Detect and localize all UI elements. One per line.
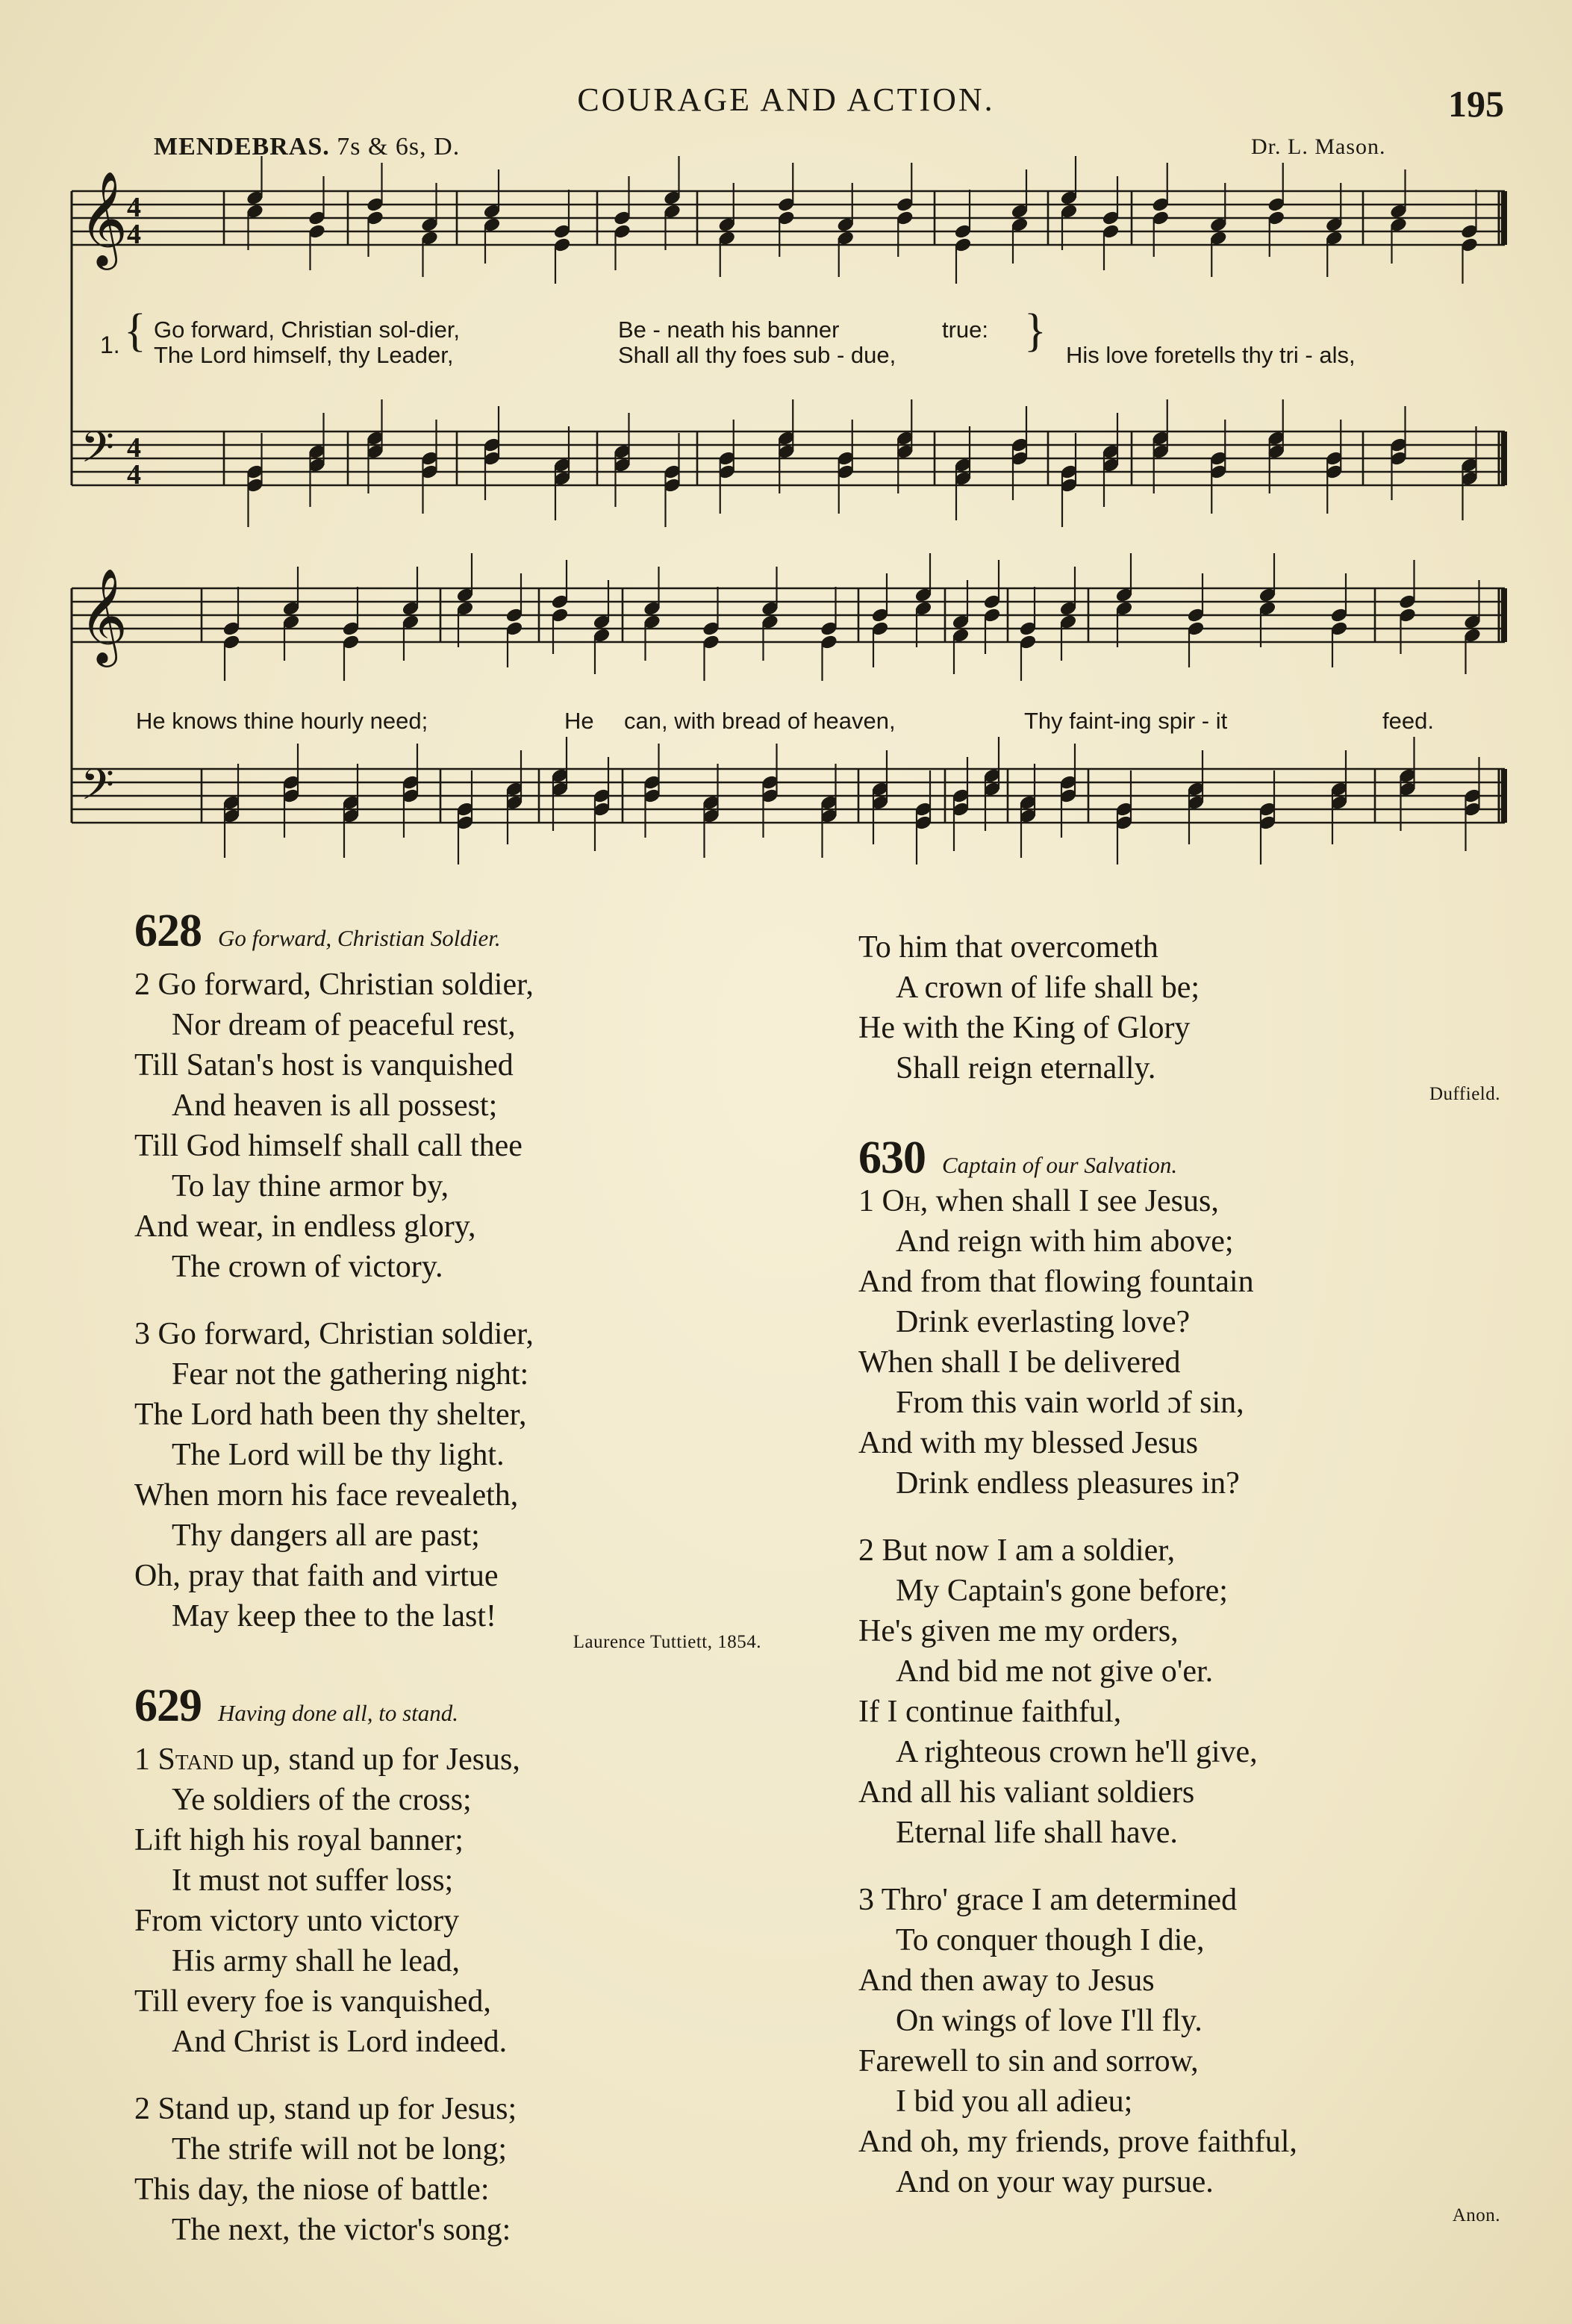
lyric-s1-l2-b: Shall all thy foes sub - due,: [618, 342, 896, 368]
verse-line: [134, 1739, 776, 1780]
hymn-628: [134, 905, 776, 1653]
verse-line: The Lord will be thy light.: [172, 1438, 505, 1472]
lyric-s2-a: He knows thine hourly need;: [136, 708, 428, 734]
verse-line: On wings of love I'll fly.: [896, 2004, 1203, 2038]
verse-line: The crown of victory.: [172, 1250, 443, 1284]
lyric-s2-b: He: [564, 708, 594, 734]
hymn-title: Go forward, Christian Soldier.: [218, 925, 501, 951]
hymn-629: [134, 1680, 776, 2250]
verse-line: It must not suffer loss;: [172, 1863, 454, 1898]
time-signature: 4: [127, 432, 141, 464]
hymn-630: [858, 1132, 1500, 2226]
stanza-first-word: Oh: [882, 1184, 920, 1218]
verse-line: Lift high his royal banner;: [134, 1823, 464, 1857]
verse-line: If I continue faithful,: [858, 1695, 1122, 1729]
verse-line: Drink everlasting love?: [896, 1305, 1191, 1339]
verse-line: 2 Go forward, Christian soldier,: [134, 968, 534, 1002]
verse-line: When morn his face revealeth,: [134, 1478, 519, 1513]
bass-clef: 𝄢: [81, 422, 115, 483]
treble-clef: 𝄞: [79, 567, 128, 663]
bass-clef: 𝄢: [81, 759, 115, 820]
tune-title: MENDEBRAS.: [154, 133, 330, 161]
music-score: [0, 0, 1572, 881]
verse-line: Till every foe is vanquished,: [134, 1984, 491, 2019]
stanza-first-rest: , when shall I see Jesus,: [920, 1184, 1219, 1218]
hymn-heading: [858, 1132, 1500, 1181]
running-head: COURAGE AND ACTION.: [577, 81, 995, 118]
verse-line: My Captain's gone before;: [896, 1574, 1228, 1608]
stanza: [134, 1314, 776, 1636]
verse-line: Eternal life shall have.: [896, 1816, 1178, 1850]
stanza: [858, 1181, 1500, 1504]
lyric-brace-left: {: [124, 305, 146, 356]
stanza: [134, 1739, 776, 2062]
verse-line: His army shall he lead,: [172, 1944, 461, 1978]
time-signature: 4: [127, 219, 141, 250]
left-column: [134, 905, 776, 2277]
hymn-number: 628: [134, 906, 202, 956]
verse-line: A crown of life shall be;: [896, 971, 1200, 1005]
verse-line: From this vain world ɔf sin,: [896, 1386, 1244, 1420]
composer: Dr. L. Mason.: [1251, 134, 1386, 159]
hymn-number: 630: [858, 1133, 926, 1183]
stanza-first-rest: up, stand up for Jesus,: [234, 1742, 520, 1777]
stanza-number: 1: [858, 1184, 874, 1218]
verse-line: The Lord hath been thy shelter,: [134, 1398, 527, 1432]
verse-line: Nor dream of peaceful rest,: [172, 1008, 516, 1042]
verse-line: And from that flowing fountain: [858, 1265, 1254, 1299]
verse-line: And bid me not give o'er.: [896, 1654, 1214, 1689]
verse-line: Till God himself shall call thee: [134, 1129, 523, 1163]
verse-line: 2 But now I am a soldier,: [858, 1533, 1176, 1568]
verse-line: And all his valiant soldiers: [858, 1775, 1195, 1810]
verse-line: And wear, in endless glory,: [134, 1209, 476, 1244]
verse-line: To him that overcometh: [858, 930, 1158, 965]
stanza: [858, 927, 1500, 1088]
verse-line: He's given me my orders,: [858, 1614, 1179, 1648]
hymn-title: Having done all, to stand.: [218, 1700, 459, 1726]
hymn-author: Duffield.: [1429, 1084, 1500, 1104]
right-column: [858, 927, 1500, 2253]
lyric-s1-l1-b: Be - neath his banner: [618, 317, 840, 343]
hymn-heading: [134, 905, 776, 965]
verse-line: 2 Stand up, stand up for Jesus;: [134, 2092, 517, 2126]
verse-line: Fear not the gathering night:: [172, 1357, 529, 1392]
hymn-author: Laurence Tuttiett, 1854.: [573, 1632, 761, 1652]
lyric-s2-c: can, with bread of heaven,: [624, 708, 896, 734]
verse-line: Drink endless pleasures in?: [896, 1466, 1240, 1501]
verse-line: And Christ is Lord indeed.: [172, 2025, 508, 2059]
verse-line: Till Satan's host is vanquished: [134, 1048, 514, 1082]
stanza: [858, 1530, 1500, 1853]
verse-line: [858, 1181, 1500, 1221]
hymn-author: Anon.: [1452, 2205, 1500, 2225]
verse-line: When shall I be delivered: [858, 1345, 1181, 1380]
verse-line: A righteous crown he'll give,: [896, 1735, 1258, 1769]
verse-line: And with my blessed Jesus: [858, 1426, 1198, 1460]
hymn-heading: [134, 1680, 776, 1739]
verse-line: 3 Thro' grace I am determined: [858, 1883, 1238, 1917]
treble-clef: 𝄞: [79, 170, 128, 266]
verse-line: From victory unto victory: [134, 1904, 460, 1938]
verse-line: Farewell to sin and sorrow,: [858, 2044, 1199, 2078]
lyric-s2-d: Thy faint-ing spir - it: [1024, 708, 1228, 734]
lyric-brace-right: }: [1024, 305, 1047, 356]
time-signature: 4: [127, 192, 141, 223]
verse-line: May keep thee to the last!: [172, 1599, 497, 1633]
verse-number: 1.: [100, 331, 120, 358]
verse-line: And then away to Jesus: [858, 1963, 1155, 1998]
lyric-s1-l2-a: The Lord himself, thy Leader,: [154, 342, 454, 368]
verse-line: To lay thine armor by,: [172, 1169, 449, 1203]
lyric-s1-l1-a: Go forward, Christian sol-dier,: [154, 317, 461, 343]
verse-line: And on your way pursue.: [896, 2165, 1214, 2199]
time-signature: 4: [127, 459, 141, 490]
verse-line: I bid you all adieu;: [896, 2084, 1133, 2119]
stanza: [858, 1880, 1500, 2202]
lyric-s1-l2-c: His love foretells thy tri - als,: [1066, 342, 1356, 368]
lyric-s1-l1-c: true:: [942, 317, 989, 343]
verse-line: Shall reign eternally.: [896, 1051, 1156, 1085]
stanza: [134, 2089, 776, 2250]
stanza-number: 1: [134, 1742, 150, 1777]
stanza-first-word: Stand: [157, 1742, 234, 1777]
tune-meter: 7s & 6s, D.: [337, 133, 461, 161]
verse-line: Ye soldiers of the cross;: [172, 1783, 472, 1817]
stanza: [134, 965, 776, 1287]
verse-line: He with the King of Glory: [858, 1011, 1191, 1045]
verse-line: This day, the niose of battle:: [134, 2172, 490, 2207]
lyric-s2-e: feed.: [1382, 708, 1434, 734]
verse-line: The strife will not be long;: [172, 2132, 508, 2166]
page-number: 195: [1448, 83, 1504, 125]
verse-line: The next, the victor's song:: [172, 2213, 511, 2247]
verse-line: 3 Go forward, Christian soldier,: [134, 1317, 534, 1351]
hymn-title: Captain of our Salvation.: [942, 1152, 1178, 1178]
verse-line: And reign with him above;: [896, 1224, 1234, 1259]
hymn-number: 629: [134, 1680, 202, 1731]
verse-line: Thy dangers all are past;: [172, 1518, 480, 1553]
verse-line: Oh, pray that faith and virtue: [134, 1559, 499, 1593]
verse-line: And oh, my friends, prove faithful,: [858, 2125, 1297, 2159]
verse-line: To conquer though I die,: [896, 1923, 1205, 1957]
verse-line: And heaven is all possest;: [172, 1088, 498, 1123]
